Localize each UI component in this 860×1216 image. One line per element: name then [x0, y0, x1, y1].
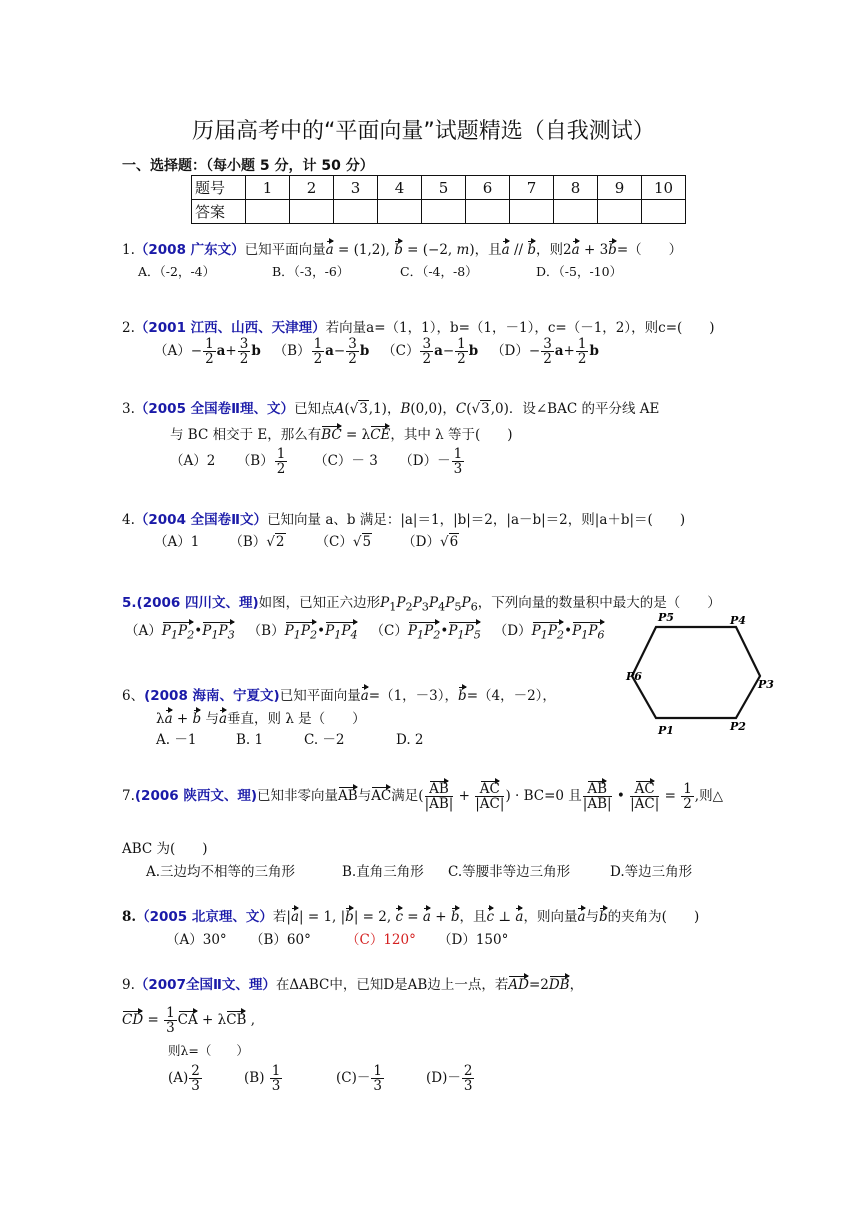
page-title: 历届高考中的“平面向量”试题精选（自我测试） [192, 119, 655, 144]
question-1-options [138, 262, 622, 280]
answer-table-number: 5 [422, 176, 466, 200]
section-heading: 一、选择题：（每小题 5 分，计 50 分） [122, 158, 374, 174]
question-8: 8.（2005 北京理、文）若|a| = 1, |b| = 2, c = a + b，且c ⊥ a，则向量a与b的夹角为( ) [122, 909, 700, 925]
question-9: 9.（2007全国Ⅱ文、理）在ΔABC中，已知D是AB边上一点，若AD=2DB， [122, 977, 584, 993]
answer-cell[interactable] [422, 200, 466, 224]
question-source: (2006 四川文、理) [136, 595, 259, 611]
question-2-options: （A）− $\frac{1}{2}$ a+ $\frac{3}{2}$ b （B） $\frac{1}{2}$ a− $\frac{3}{2}$ b （C） $\frac{3}{2}$ a− $\frac{1}{2}$ b （D）− $\frac{3}{2}$ a+ $\frac{1}{2}$ b [154, 336, 599, 368]
hexagon-shape [632, 627, 760, 718]
question-2: 2.（2001 江西、山西、天津理）若向量a=（1，1），b=（1，－1），c=（－1，2），则c=( ) [122, 320, 715, 336]
question-6: 6、(2008 海南、宁夏文)已知平面向量a=（1，－3），b=（4，－2）， [122, 688, 556, 704]
hexagon-label-p1: P1 [658, 724, 674, 737]
answer-cell[interactable] [378, 200, 422, 224]
question-4: 4.（2004 全国卷Ⅱ文）已知向量 a、b 满足：|a|＝1，|b|＝2，|a－b|＝2，则|a＋b|＝( ) [122, 512, 686, 528]
question-source: （2008 广东文） [134, 242, 245, 258]
hexagon-label-p6: P6 [626, 670, 642, 683]
answer-cell[interactable] [246, 200, 290, 224]
question-7-options: A.三边均不相等的三角形 B.直角三角形 C.等腰非等边三角形 D.等边三角形 [146, 864, 693, 880]
question-3-options: （A）2 （B） $\frac{1}{2}$ （C）－ 3 （D）－ $\frac{1}{3}$ [170, 446, 463, 478]
question-4-options: （A）1 （B）√2 （C）√5 （D）√6 [154, 534, 459, 550]
answer-table-row-label: 答案 [192, 200, 246, 224]
correct-answer: （C）120° [346, 932, 416, 948]
option: B．（-3，-6） [272, 264, 350, 279]
question-1: 1.（2008 广东文）已知平面向量a = (1,2), b = (−2, m)，且a // b，则2a + 3b=（ ） [122, 242, 683, 258]
question-8-options: （A）30° （B）60° （C）120° （D）150° [166, 928, 508, 948]
hexagon-label-p5: P5 [658, 611, 674, 624]
hexagon-label-p4: P4 [730, 614, 746, 627]
question-7-line-2: ABC 为( ) [122, 841, 208, 857]
hexagon-figure [622, 608, 772, 738]
answer-table-row-label: 题号 [192, 176, 246, 200]
option: D．（-5，-10） [536, 264, 623, 279]
question-source: （2005 全国卷Ⅱ理、文） [134, 401, 295, 417]
answer-table-number: 9 [598, 176, 642, 200]
question-5-options: $(A)P_1P_2•P_1P_3$ $(B)P_1P_2•P_1P_4$ $(C)P_1P_2•P_1P_5$ $(D)P_1P_2•P_1P_6$ [125, 623, 605, 642]
answer-table-number: 1 [246, 176, 290, 200]
question-source: （2007全国Ⅱ文、理） [134, 977, 276, 993]
question-6-line-2: λa + b 与a垂直，则 λ 是（ ） [156, 711, 366, 727]
question-9-line-3: 则λ=（ ） [168, 1043, 249, 1058]
answer-table-number: 10 [642, 176, 686, 200]
question-source: （2004 全国卷Ⅱ文） [134, 512, 268, 528]
answer-cell[interactable] [290, 200, 334, 224]
answer-cell[interactable] [554, 200, 598, 224]
question-source: （2001 江西、山西、天津理） [134, 320, 326, 336]
answer-cell[interactable] [510, 200, 554, 224]
question-source: (2008 海南、宁夏文) [144, 688, 280, 704]
answer-cell[interactable] [466, 200, 510, 224]
answer-table-number: 8 [554, 176, 598, 200]
question-source: （2005 北京理、文） [136, 909, 273, 925]
option: A．（-2，-4） [138, 264, 216, 279]
answer-table [191, 175, 686, 224]
answer-cell[interactable] [598, 200, 642, 224]
question-6-options: A. －1 B. 1 C. －2 D. 2 [156, 732, 424, 748]
hexagon-label-p2: P2 [730, 720, 746, 733]
answer-table-number: 7 [510, 176, 554, 200]
answer-cell[interactable] [642, 200, 686, 224]
hexagon-label-p3: P3 [758, 678, 774, 691]
answer-table-number: 6 [466, 176, 510, 200]
answer-table-number: 3 [334, 176, 378, 200]
question-source: (2006 陕西文、理) [134, 788, 258, 805]
question-3: 3.（2005 全国卷Ⅱ理、文）已知点A(√3,1)，B(0,0)，C(√3,0)．设∠BAC 的平分线 AE [122, 401, 660, 417]
answer-table-number: 2 [290, 176, 334, 200]
question-9-line-2: CD = $\frac{1}{3}$ CA + λCB , [122, 1005, 256, 1037]
answer-cell[interactable] [334, 200, 378, 224]
answer-table-number: 4 [378, 176, 422, 200]
question-7: 7.(2006 陕西文、理)已知非零向量AB与AC满足( $\frac{AB}{|AB|}$ + $\frac{AC}{|AC|}$ ) · BC=0 且 $\frac{AB}{|AB|}$ • $\frac{AC}{|AC|}$ = $\frac{1}{2}$ ,则△ [122, 781, 723, 813]
option: C．（-4，-8） [400, 264, 478, 279]
question-9-options: (A) $\frac{2}{3}$ (B) $\frac{1}{3}$ (C)－ $\frac{1}{3}$ (D)－ $\frac{2}{3}$ [168, 1063, 473, 1095]
question-3-line-2: 与 BC 相交于 E，那么有BC = λCE，其中 λ 等于( ) [170, 427, 513, 443]
question-5: 5.(2006 四川文、理)如图，已知正六边形$P_1P_2P_3P_4P_5P_6$，下列向量的数量积中最大的是（ ） [122, 595, 721, 614]
